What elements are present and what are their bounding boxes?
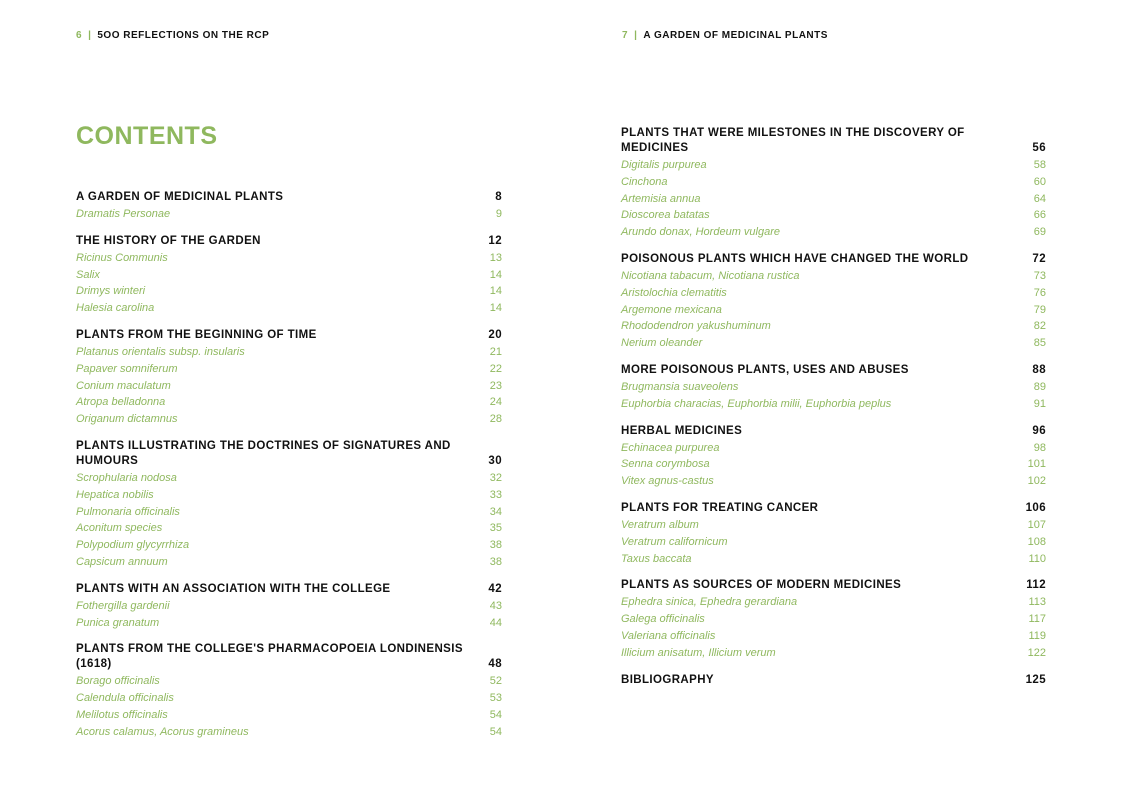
toc-entry[interactable] bbox=[621, 302, 1046, 319]
page-number: 7 bbox=[622, 30, 629, 41]
entry-title: Illicium anisatum, Illicium verum bbox=[621, 646, 776, 659]
entry-page-number: 89 bbox=[1033, 380, 1046, 393]
entry-page-number: 107 bbox=[1027, 518, 1046, 531]
toc-section bbox=[76, 234, 502, 317]
section-heading[interactable] bbox=[621, 424, 1046, 439]
entry-page-number: 85 bbox=[1033, 337, 1046, 350]
toc-entry[interactable] bbox=[76, 267, 502, 284]
entry-title: Echinacea purpurea bbox=[621, 441, 720, 454]
toc-entry[interactable] bbox=[76, 344, 502, 361]
section-page-number: 20 bbox=[488, 328, 502, 341]
toc-entry[interactable] bbox=[76, 598, 502, 615]
toc-section bbox=[621, 363, 1046, 413]
entry-title: Origanum dictamnus bbox=[76, 413, 178, 426]
entry-title: Nicotiana tabacum, Nicotiana rustica bbox=[621, 269, 800, 282]
toc-section bbox=[621, 578, 1046, 661]
entry-page-number: 43 bbox=[489, 599, 502, 612]
entry-page-number: 82 bbox=[1033, 320, 1046, 333]
entry-page-number: 23 bbox=[489, 379, 502, 392]
toc-section bbox=[76, 190, 502, 223]
entry-title: Aristolochia clematitis bbox=[621, 286, 727, 299]
entry-page-number: 101 bbox=[1027, 458, 1046, 471]
right-running-head bbox=[622, 30, 828, 41]
toc-section bbox=[76, 439, 502, 571]
entry-title: Melilotus officinalis bbox=[76, 708, 168, 721]
toc-entry[interactable] bbox=[621, 645, 1046, 662]
toc-entry[interactable] bbox=[76, 537, 502, 554]
toc-section bbox=[76, 328, 502, 428]
toc-entry[interactable] bbox=[621, 379, 1046, 396]
entry-title: Halesia carolina bbox=[76, 302, 155, 315]
entry-page-number: 14 bbox=[489, 268, 502, 281]
entry-title: Veratrum album bbox=[621, 518, 699, 531]
toc-section bbox=[621, 126, 1046, 241]
section-title: A GARDEN OF MEDICINAL PLANTS bbox=[76, 191, 284, 203]
toc-entry[interactable] bbox=[76, 615, 502, 632]
toc-entry[interactable] bbox=[621, 594, 1046, 611]
section-title: HERBAL MEDICINES bbox=[621, 424, 743, 437]
section-heading[interactable] bbox=[76, 234, 502, 249]
entry-page-number: 98 bbox=[1033, 441, 1046, 454]
toc-entry[interactable] bbox=[621, 224, 1046, 241]
toc-entry[interactable] bbox=[621, 174, 1046, 191]
entry-title: Dramatis Personae bbox=[76, 208, 171, 220]
toc-entry[interactable] bbox=[76, 707, 502, 724]
entry-page-number: 108 bbox=[1027, 535, 1046, 548]
toc-entry[interactable] bbox=[76, 690, 502, 707]
entry-title: Ricinus Communis bbox=[76, 251, 168, 264]
entry-title: Taxus baccata bbox=[621, 552, 692, 565]
entry-page-number: 24 bbox=[489, 396, 502, 409]
entry-title: Fothergilla gardenii bbox=[76, 599, 170, 612]
toc-entry[interactable] bbox=[621, 318, 1046, 335]
section-heading[interactable] bbox=[621, 578, 1046, 593]
entry-title: Acorus calamus, Acorus gramineus bbox=[76, 725, 249, 738]
entry-page-number: 9 bbox=[495, 208, 502, 220]
entry-title: Nerium oleander bbox=[621, 337, 703, 350]
entry-page-number: 102 bbox=[1027, 475, 1046, 488]
entry-page-number: 117 bbox=[1028, 613, 1046, 626]
entry-title: Valeriana officinalis bbox=[621, 629, 716, 642]
entry-title: Papaver somniferum bbox=[76, 362, 178, 375]
entry-title: Platanus orientalis subsp. insularis bbox=[76, 345, 245, 358]
toc-section bbox=[621, 673, 1046, 688]
section-heading[interactable] bbox=[76, 642, 502, 672]
entry-page-number: 34 bbox=[489, 505, 502, 518]
entry-page-number: 113 bbox=[1028, 596, 1046, 609]
entry-title: Brugmansia suaveolens bbox=[621, 380, 739, 393]
toc-section bbox=[621, 252, 1046, 352]
toc-entry[interactable] bbox=[76, 250, 502, 267]
section-page-number: 8 bbox=[495, 191, 502, 203]
toc-entry[interactable] bbox=[621, 517, 1046, 534]
contents-title: CONTENTS bbox=[76, 122, 218, 150]
section-page-number: 56 bbox=[1032, 142, 1046, 154]
toc-entry[interactable] bbox=[621, 207, 1046, 224]
section-title: THE HISTORY OF THE GARDEN bbox=[76, 234, 261, 247]
entry-page-number: 22 bbox=[489, 362, 502, 375]
section-page-number: 72 bbox=[1032, 252, 1046, 265]
toc-entry[interactable] bbox=[76, 411, 502, 428]
section-heading[interactable] bbox=[76, 190, 502, 205]
toc-entry[interactable] bbox=[621, 534, 1046, 551]
toc-entry[interactable] bbox=[76, 394, 502, 411]
running-head-title: A GARDEN OF MEDICINAL PLANTS bbox=[643, 30, 828, 41]
entry-title: Cinchona bbox=[621, 175, 668, 188]
toc-entry[interactable] bbox=[76, 300, 502, 317]
entry-page-number: 28 bbox=[489, 413, 502, 426]
left-running-head bbox=[76, 30, 269, 41]
section-heading[interactable] bbox=[621, 363, 1046, 378]
section-title: PLANTS WITH AN ASSOCIATION WITH THE COLLEGE bbox=[76, 582, 391, 595]
section-title: PLANTS FROM THE BEGINNING OF TIME bbox=[76, 328, 317, 341]
entry-page-number: 60 bbox=[1033, 175, 1046, 188]
entry-title: Borago officinalis bbox=[76, 675, 160, 688]
toc-entry[interactable] bbox=[621, 551, 1046, 568]
entry-page-number: 91 bbox=[1033, 397, 1046, 410]
toc-entry[interactable] bbox=[621, 456, 1046, 473]
toc-entry[interactable] bbox=[621, 335, 1046, 352]
section-title: PLANTS AS SOURCES OF MODERN MEDICINES bbox=[621, 579, 902, 592]
entry-page-number: 38 bbox=[489, 555, 502, 568]
section-heading[interactable] bbox=[76, 582, 502, 597]
entry-page-number: 69 bbox=[1033, 226, 1046, 239]
section-title: MORE POISONOUS PLANTS, USES AND ABUSES bbox=[621, 363, 909, 376]
section-page-number: 88 bbox=[1032, 363, 1046, 376]
entry-page-number: 54 bbox=[489, 708, 502, 721]
entry-title: Pulmonaria officinalis bbox=[76, 505, 180, 518]
entry-title: Scrophularia nodosa bbox=[76, 471, 177, 484]
entry-title: Capsicum annuum bbox=[76, 555, 168, 568]
section-title: PLANTS ILLUSTRATING THE DOCTRINES OF SIGNATURES AND HUMOURS bbox=[76, 439, 451, 467]
toc-entry[interactable] bbox=[76, 283, 502, 300]
entry-title: Veratrum californicum bbox=[621, 535, 728, 548]
entry-title: Arundo donax, Hordeum vulgare bbox=[621, 226, 780, 239]
section-page-number: 96 bbox=[1032, 424, 1046, 437]
toc-entry[interactable] bbox=[76, 724, 502, 741]
toc-entry[interactable] bbox=[621, 285, 1046, 302]
section-heading[interactable] bbox=[621, 673, 1046, 688]
toc-entry[interactable] bbox=[621, 191, 1046, 208]
entry-title: Senna corymbosa bbox=[621, 458, 710, 471]
entry-page-number: 14 bbox=[489, 285, 502, 298]
entry-page-number: 64 bbox=[1033, 192, 1046, 205]
entry-title: Drimys winteri bbox=[76, 285, 146, 298]
running-head-separator: | bbox=[88, 30, 92, 41]
toc-entry[interactable] bbox=[76, 206, 502, 223]
entry-page-number: 53 bbox=[489, 692, 502, 705]
entry-title: Calendula officinalis bbox=[76, 692, 174, 705]
section-heading[interactable] bbox=[76, 328, 502, 343]
entry-title: Ephedra sinica, Ephedra gerardiana bbox=[621, 596, 798, 609]
toc-entry[interactable] bbox=[76, 470, 502, 487]
toc-entry[interactable] bbox=[621, 628, 1046, 645]
entry-page-number: 38 bbox=[489, 539, 502, 552]
toc-entry[interactable] bbox=[76, 361, 502, 378]
entry-page-number: 58 bbox=[1033, 159, 1046, 171]
section-heading[interactable] bbox=[76, 439, 502, 469]
toc-section bbox=[76, 582, 502, 632]
section-heading[interactable] bbox=[621, 501, 1046, 516]
entry-title: Atropa belladonna bbox=[76, 396, 166, 409]
entry-page-number: 33 bbox=[489, 488, 502, 501]
entry-page-number: 79 bbox=[1033, 303, 1046, 316]
entry-title: Polypodium glycyrrhiza bbox=[76, 539, 190, 552]
entry-page-number: 32 bbox=[489, 471, 502, 484]
toc-list-left bbox=[76, 190, 502, 752]
section-title: PLANTS THAT WERE MILESTONES IN THE DISCOVERY OF MEDICINES bbox=[621, 127, 965, 154]
section-heading[interactable] bbox=[621, 252, 1046, 267]
toc-entry[interactable] bbox=[621, 268, 1046, 285]
entry-title: Dioscorea batatas bbox=[621, 209, 710, 222]
entry-title: Aconitum species bbox=[76, 522, 163, 535]
section-page-number: 106 bbox=[1025, 501, 1046, 514]
entry-page-number: 13 bbox=[489, 251, 502, 264]
entry-title: Digitalis purpurea bbox=[621, 159, 707, 171]
running-head-title: 5OO REFLECTIONS ON THE RCP bbox=[97, 30, 270, 41]
entry-page-number: 110 bbox=[1028, 552, 1046, 565]
entry-page-number: 35 bbox=[489, 522, 502, 535]
entry-title: Argemone mexicana bbox=[621, 303, 722, 316]
entry-title: Rhododendron yakushuminum bbox=[621, 320, 771, 333]
section-page-number: 30 bbox=[488, 454, 502, 467]
entry-page-number: 119 bbox=[1028, 629, 1046, 642]
section-title: PLANTS FROM THE COLLEGE'S PHARMACOPOEIA LONDINENSIS (1618) bbox=[76, 643, 463, 671]
entry-page-number: 76 bbox=[1033, 286, 1046, 299]
section-page-number: 112 bbox=[1026, 579, 1046, 592]
toc-entry[interactable] bbox=[76, 378, 502, 395]
entry-title: Salix bbox=[76, 268, 100, 281]
entry-page-number: 52 bbox=[489, 675, 502, 688]
toc-entry[interactable] bbox=[621, 611, 1046, 628]
entry-title: Conium maculatum bbox=[76, 379, 171, 392]
page-number: 6 bbox=[76, 30, 83, 41]
section-heading[interactable] bbox=[621, 126, 1046, 156]
entry-page-number: 73 bbox=[1033, 269, 1046, 282]
right-page bbox=[564, 0, 1128, 800]
entry-title: Galega officinalis bbox=[621, 613, 705, 626]
toc-entry[interactable] bbox=[76, 520, 502, 537]
toc-section bbox=[76, 642, 502, 740]
toc-entry[interactable] bbox=[76, 504, 502, 521]
section-page-number: 125 bbox=[1025, 673, 1046, 686]
entry-page-number: 21 bbox=[489, 345, 502, 358]
entry-title: Vitex agnus-castus bbox=[621, 475, 714, 488]
toc-entry[interactable] bbox=[621, 396, 1046, 413]
running-head-separator: | bbox=[634, 30, 638, 41]
toc-entry[interactable] bbox=[621, 440, 1046, 457]
toc-entry[interactable] bbox=[76, 554, 502, 571]
toc-entry[interactable] bbox=[621, 157, 1046, 174]
entry-title: Artemisia annua bbox=[621, 192, 701, 205]
toc-entry[interactable] bbox=[76, 487, 502, 504]
entry-page-number: 66 bbox=[1033, 209, 1046, 222]
section-title: BIBLIOGRAPHY bbox=[621, 673, 714, 686]
entry-page-number: 44 bbox=[489, 616, 502, 629]
toc-section bbox=[621, 501, 1046, 567]
toc-entry[interactable] bbox=[621, 473, 1046, 490]
entry-title: Hepatica nobilis bbox=[76, 488, 154, 501]
toc-list-right bbox=[621, 126, 1046, 699]
toc-entry[interactable] bbox=[76, 673, 502, 690]
entry-page-number: 122 bbox=[1027, 646, 1046, 659]
toc-section bbox=[621, 424, 1046, 490]
section-page-number: 48 bbox=[488, 658, 502, 671]
entry-title: Euphorbia characias, Euphorbia milii, Euphorbia peplus bbox=[621, 397, 892, 410]
entry-page-number: 54 bbox=[489, 725, 502, 738]
section-title: POISONOUS PLANTS WHICH HAVE CHANGED THE WORLD bbox=[621, 252, 969, 265]
entry-page-number: 14 bbox=[489, 302, 502, 315]
entry-title: Punica granatum bbox=[76, 616, 160, 629]
section-page-number: 42 bbox=[488, 582, 502, 595]
section-title: PLANTS FOR TREATING CANCER bbox=[621, 501, 819, 514]
section-page-number: 12 bbox=[488, 234, 502, 247]
